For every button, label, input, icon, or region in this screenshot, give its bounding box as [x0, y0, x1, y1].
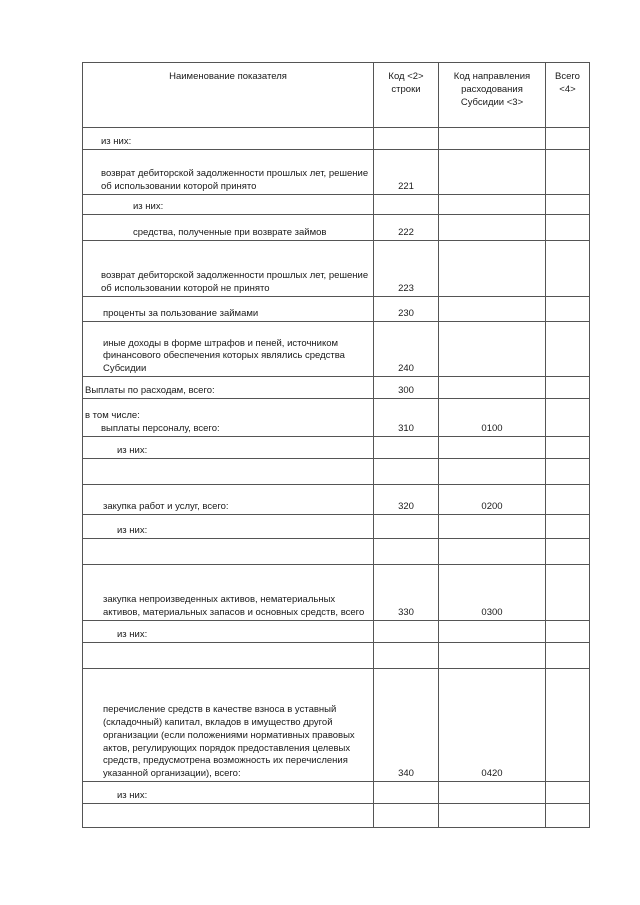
row-total: [546, 782, 590, 804]
row-name: [83, 459, 374, 485]
row-total: [546, 621, 590, 643]
table-row: [83, 669, 590, 782]
row-code: 330: [374, 565, 439, 621]
header-total: Всего <4>: [546, 63, 590, 128]
row-name: закупка непроизведенных активов, нематериальных активов, материальных запасов и основных средств, всего: [83, 565, 374, 621]
row-total: [546, 804, 590, 828]
row-direction: [439, 539, 546, 565]
row-name: из них:: [83, 782, 374, 804]
report-table: [82, 62, 590, 828]
row-name: проценты за пользование займами: [83, 297, 374, 322]
table-row: [83, 437, 590, 459]
table-row: [83, 150, 590, 195]
table-row: [83, 215, 590, 241]
row-name: возврат дебиторской задолженности прошлых лет, решение об использовании которой не принято: [83, 241, 374, 297]
header-indicator-name: Наименование показателя: [83, 63, 374, 128]
table-row: [83, 485, 590, 515]
row-code: [374, 621, 439, 643]
row-direction: [439, 322, 546, 377]
row-total: [546, 128, 590, 150]
row-total: [546, 150, 590, 195]
table-row: [83, 459, 590, 485]
row-total: [546, 669, 590, 782]
row-name: [83, 804, 374, 828]
row-name: из них:: [83, 195, 374, 215]
row-total: [546, 643, 590, 669]
row-direction: [439, 437, 546, 459]
row-total: [546, 297, 590, 322]
row-total: [546, 539, 590, 565]
row-direction: [439, 241, 546, 297]
row-direction: [439, 643, 546, 669]
table-row: [83, 195, 590, 215]
row-direction: [439, 150, 546, 195]
row-direction: [439, 515, 546, 539]
row-name: [83, 539, 374, 565]
row-direction: [439, 297, 546, 322]
row-code: 221: [374, 150, 439, 195]
row-direction: 0200: [439, 485, 546, 515]
header-line-code: Код <2> строки: [374, 63, 439, 128]
row-total: [546, 459, 590, 485]
row-total: [546, 322, 590, 377]
header-direction-code: Код направления расходования Субсидии <3>: [439, 63, 546, 128]
table-row: [83, 804, 590, 828]
row-name: из них:: [83, 128, 374, 150]
table-row: [83, 297, 590, 322]
row-direction: [439, 782, 546, 804]
row-total: [546, 377, 590, 399]
row-direction: 0100: [439, 399, 546, 437]
row-name: перечисление средств в качестве взноса в уставный (складочный) капитал, вкладов в имущество другой организации (если положениями нормативных правовых актов, регулирующих порядок предоставления целевых средств, предусмотрена возможность их перечисления указанной организации), всего:: [83, 669, 374, 782]
row-total: [546, 241, 590, 297]
table-row: [83, 322, 590, 377]
row-direction: [439, 128, 546, 150]
row-code: 223: [374, 241, 439, 297]
table-row: [83, 621, 590, 643]
row-code: [374, 782, 439, 804]
row-code: 310: [374, 399, 439, 437]
row-total: [546, 399, 590, 437]
row-total: [546, 565, 590, 621]
row-code: 240: [374, 322, 439, 377]
row-direction: [439, 195, 546, 215]
row-direction: [439, 377, 546, 399]
row-name: из них:: [83, 515, 374, 539]
row-code: 340: [374, 669, 439, 782]
row-name-text: выплаты персоналу, всего:: [101, 423, 220, 435]
row-code: [374, 459, 439, 485]
row-total: [546, 215, 590, 241]
table-row: [83, 128, 590, 150]
table-row: [83, 643, 590, 669]
row-name: [83, 643, 374, 669]
table-row: [83, 782, 590, 804]
row-code: [374, 539, 439, 565]
table-row: [83, 241, 590, 297]
row-total: [546, 437, 590, 459]
row-code: [374, 643, 439, 669]
row-name: [83, 399, 374, 437]
row-code: [374, 515, 439, 539]
row-name: Выплаты по расходам, всего:: [83, 377, 374, 399]
row-name: закупка работ и услуг, всего:: [83, 485, 374, 515]
row-name: из них:: [83, 437, 374, 459]
row-name: средства, полученные при возврате займов: [83, 215, 374, 241]
row-code: [374, 195, 439, 215]
table-header-row: [83, 63, 590, 128]
table-row: [83, 377, 590, 399]
row-code: 320: [374, 485, 439, 515]
row-name: иные доходы в форме штрафов и пеней, источником финансового обеспечения которых являлись средства Субсидии: [83, 322, 374, 377]
row-direction: 0300: [439, 565, 546, 621]
row-name-prefix: в том числе:: [85, 410, 140, 422]
row-direction: [439, 459, 546, 485]
table-row: [83, 515, 590, 539]
row-name: из них:: [83, 621, 374, 643]
row-code: 222: [374, 215, 439, 241]
row-total: [546, 195, 590, 215]
row-name: возврат дебиторской задолженности прошлых лет, решение об использовании которой принято: [83, 150, 374, 195]
row-direction: [439, 804, 546, 828]
table-row: [83, 565, 590, 621]
table-row: [83, 399, 590, 437]
row-code: [374, 437, 439, 459]
row-direction: [439, 621, 546, 643]
table-row: [83, 539, 590, 565]
row-total: [546, 515, 590, 539]
row-code: [374, 128, 439, 150]
row-direction: [439, 215, 546, 241]
row-total: [546, 485, 590, 515]
row-code: 230: [374, 297, 439, 322]
row-direction: 0420: [439, 669, 546, 782]
row-code: [374, 804, 439, 828]
row-code: 300: [374, 377, 439, 399]
